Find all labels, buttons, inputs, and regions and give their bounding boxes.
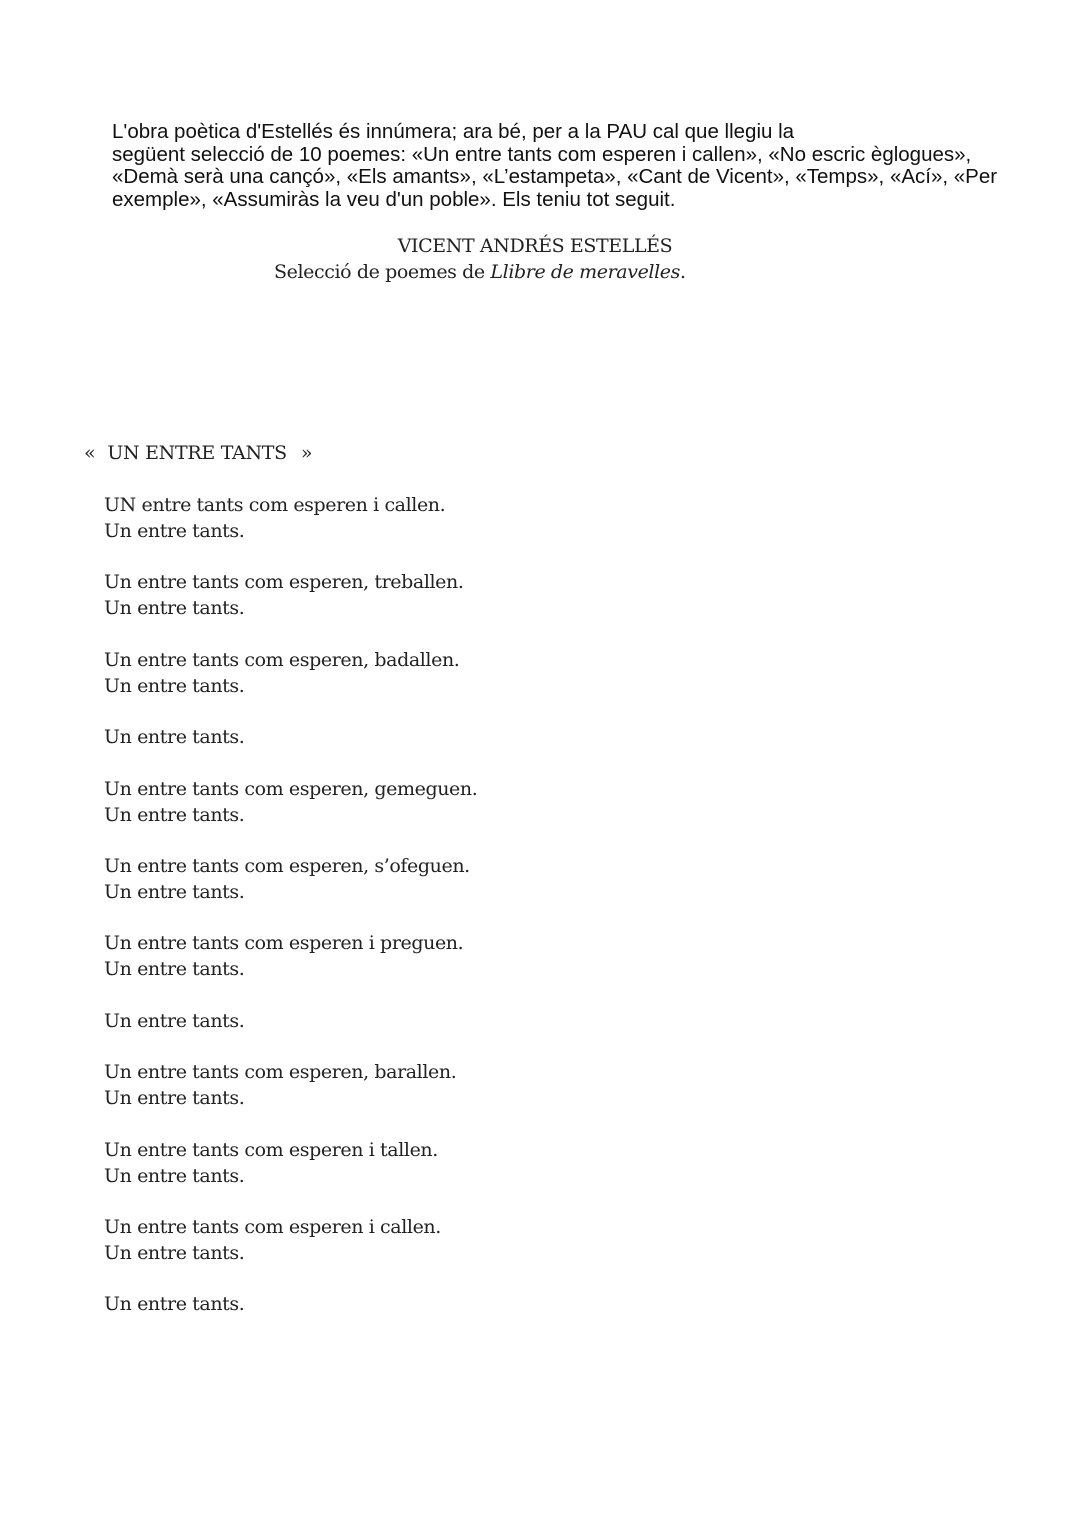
stanza	[104, 724, 477, 750]
poem-title	[84, 440, 312, 466]
verse: Un entre tants com esperen i preguen.	[104, 932, 464, 955]
verse: Un entre tants com esperen, treballen.	[104, 571, 464, 594]
verse: Un entre tants.	[104, 958, 245, 981]
stanza	[104, 1008, 477, 1034]
poem-body	[104, 492, 477, 1343]
author-heading: VICENT ANDRÉS ESTELLÉS	[397, 235, 673, 257]
stanza	[104, 930, 477, 982]
verse: UN entre tants com esperen i callen.	[104, 494, 446, 516]
selection-prefix: Selecció de poemes de	[274, 261, 491, 283]
verse: Un entre tants.	[104, 1241, 245, 1264]
stanza	[104, 1214, 477, 1266]
intro-line: L'obra poètica d'Estellés és innúmera; ara bé, per a la PAU cal que llegiu la	[112, 120, 795, 143]
verse: Un entre tants com esperen, barallen.	[104, 1061, 457, 1084]
stanza	[104, 1059, 477, 1111]
intro-line: exemple», «Assumiràs la veu d'un poble». Els teniu tot seguit.	[112, 187, 676, 211]
close-quote: »	[300, 442, 313, 464]
verse: Un entre tants.	[104, 1009, 245, 1032]
stanza	[104, 647, 477, 699]
stanza	[104, 1137, 477, 1189]
stanza	[104, 569, 477, 621]
verse: Un entre tants.	[104, 674, 245, 697]
verse: Un entre tants com esperen, badallen.	[104, 648, 460, 671]
verse: Un entre tants com esperen, s’ofeguen.	[104, 854, 470, 877]
verse: Un entre tants.	[104, 597, 245, 620]
verse: Un entre tants.	[104, 803, 245, 826]
stanza	[104, 492, 477, 544]
verse: Un entre tants.	[104, 1293, 245, 1316]
poem-title-text: UN ENTRE TANTS	[107, 442, 287, 464]
verse: Un entre tants.	[104, 880, 245, 903]
open-quote: «	[84, 442, 96, 464]
verse: Un entre tants com esperen, gemeguen.	[104, 777, 478, 800]
stanza	[104, 776, 477, 828]
intro-line: «Demà serà una cançó», «Els amants», «L’estampeta», «Cant de Vicent», «Temps», «Ací», «Per	[112, 165, 998, 188]
verse: Un entre tants.	[104, 1087, 245, 1110]
stanza	[104, 1291, 477, 1317]
verse: Un entre tants.	[104, 520, 245, 542]
stanza	[104, 853, 477, 905]
verse: Un entre tants com esperen i callen.	[104, 1215, 441, 1238]
verse: Un entre tants.	[104, 1164, 245, 1187]
selection-subtitle	[274, 259, 686, 285]
selection-suffix: .	[679, 261, 686, 283]
book-title: Llibre de meravelles	[490, 261, 680, 283]
intro-line: següent selecció de 10 poemes: «Un entre tants com esperen i callen», «No escric èglogues»,	[112, 142, 972, 166]
verse: Un entre tants.	[104, 726, 245, 749]
intro-paragraph	[112, 121, 1074, 211]
verse: Un entre tants com esperen i tallen.	[104, 1138, 438, 1161]
